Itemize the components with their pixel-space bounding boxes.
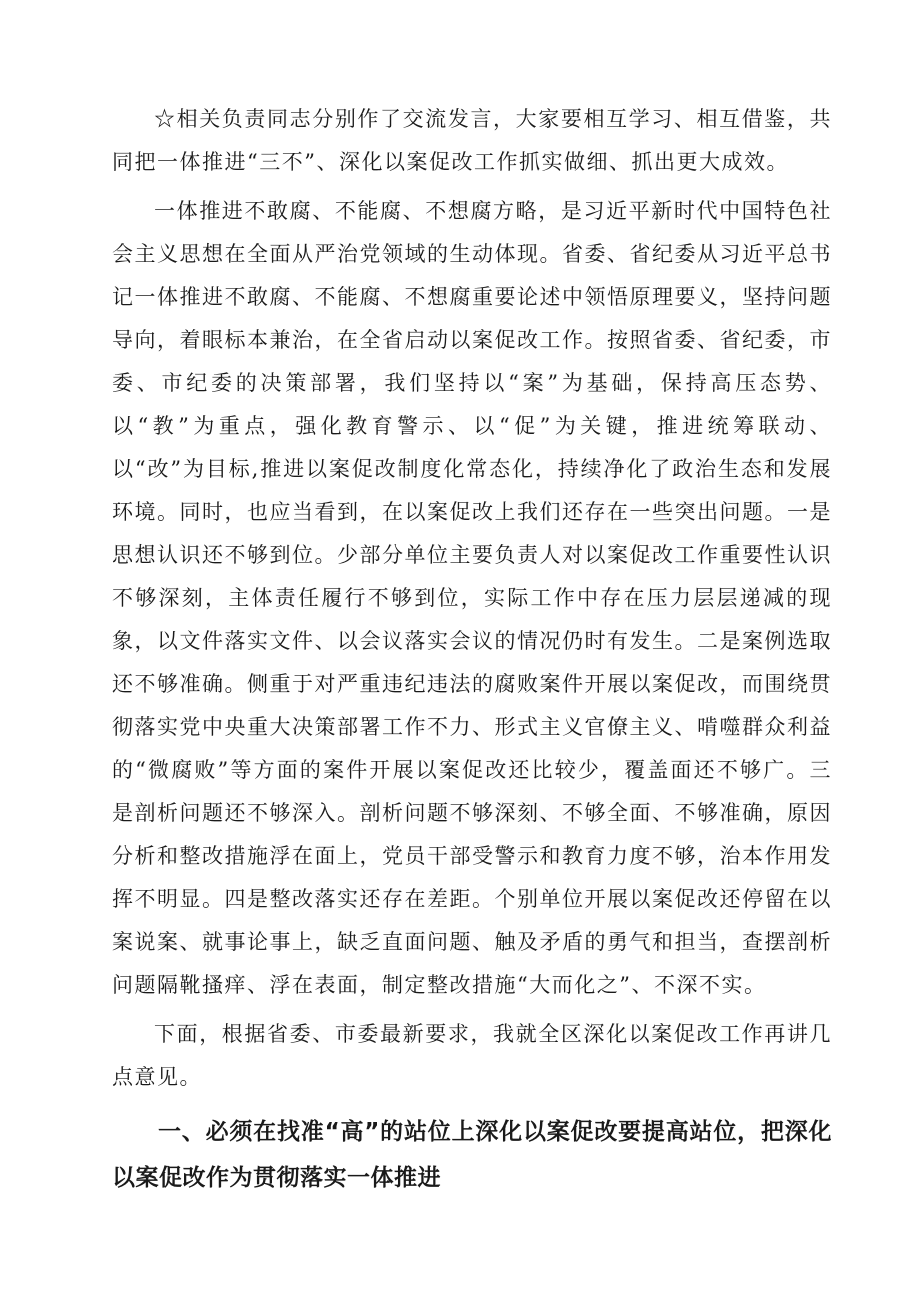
- section-heading-1: 一、必须在找准“高”的站位上深化以案促改要提高站位，把深化以案促改作为贯彻落实一体推进: [112, 1119, 832, 1191]
- paragraph-problems-analysis: 一体推进不敢腐、不能腐、不想腐方略，是习近平新时代中国特色社会主义思想在全面从严治党领域的生动体现。省委、省纪委从习近平总书记一体推进不敢腐、不能腐、不想腐重要论述中领悟原理要义，坚持问题导向，着眼标本兼治，在全省启动以案促改工作。按照省委、省纪委，市委、市纪委的决策部署，我们坚持以“案”为基础，保持高压态势、以“教”为重点，强化教育警示、以“促”为关键，推进统筹联动、以“改”为目标,推进以案促改制度化常态化，持续净化了政治生态和发展环境。同时，也应当看到，在以案促改上我们还存在一些突出问题。一是思想认识还不够到位。少部分单位主要负责人对以案促改工作重要性认识不够深刻，主体责任履行不够到位，实际工作中存在压力层层递减的现象，以文件落实文件、以会议落实会议的情况仍时有发生。二是案例选取还不够准确。侧重于对严重违纪违法的腐败案件开展以案促改，而围绕贯彻落实党中央重大决策部署工作不力、形式主义官僚主义、啃噬群众利益的“微腐败”等方面的案件开展以案促改还比较少，覆盖面还不够广。三是剖析问题还不够深入。剖析问题不够深刻、不够全面、不够准确，原因分析和整改措施浮在面上，党员干部受警示和教育力度不够，治本作用发挥不明显。四是整改落实还存在差距。个别单位开展以案促改还停留在以案说案、就事论事上，缺乏直面问题、触及矛盾的勇气和担当，查摆剖析问题隔靴搔痒、浮在表面，制定整改措施“大而化之”、不深不实。: [112, 199, 832, 997]
- paragraph-exchange-remarks: ☆相关负责同志分别作了交流发言，大家要相互学习、相互借鉴，共同把一体推进“三不”、深化以案促改工作抓实做细、抓出更大成效。: [112, 107, 832, 174]
- paragraph-transition: 下面，根据省委、市委最新要求，我就全区深化以案促改工作再讲几点意见。: [112, 1022, 832, 1089]
- document-body: [112, 98, 832, 1201]
